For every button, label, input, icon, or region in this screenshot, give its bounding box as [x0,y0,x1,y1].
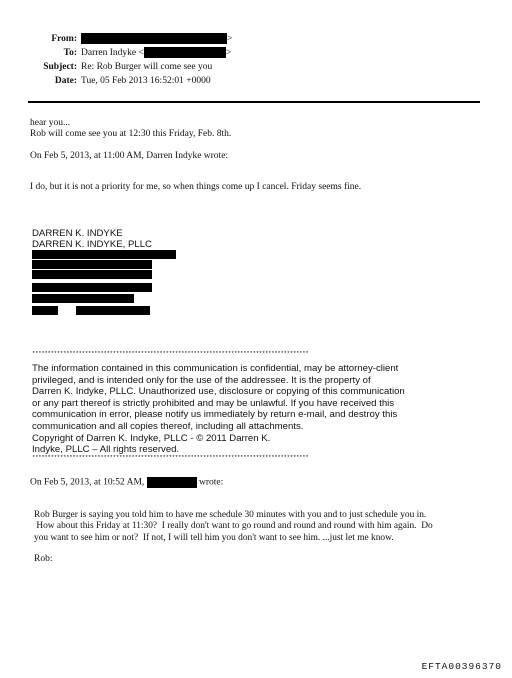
quote2-line: How about this Friday at 11:30? I really don't want to go round and round and round with him again. Do [34,521,433,532]
reply-line-2: Rob will come see you at 12:30 this Friday, Feb. 8th. [30,129,232,139]
quote2-line: you want to see him or not? If not, I will tell him you don't want to see him. ...just let me know. [34,532,394,543]
quote2-attribution-prefix: On Feb 5, 2013, at 10:52 AM, [30,477,145,488]
disclaimer-stars-bottom: ***************************************************************************************** [32,454,309,461]
document-id: EFTA00396370 [421,661,502,672]
quote1-attribution: On Feb 5, 2013, at 11:00 AM, Darren Indyke wrote: [30,151,229,161]
disclaimer-line: Copyright of Darren K. Indyke, PLLC - © 2011 Darren K. [32,432,271,444]
disclaimer-line: or any part thereof is strictly prohibited and may be unlawful. If you have received this [32,397,395,409]
quote1-text: I do, but it is not a priority for me, so when things come up I cancel. Friday seems fine. [30,182,362,192]
signature-name: DARREN K. INDYKE [32,228,123,239]
quote2-text [34,510,433,544]
disclaimer-line: communication in error, please notify us immediately by return e-mail, and destroy this [32,409,398,421]
redacted-signature-line-3 [32,270,152,279]
redacted-signature-line-1 [32,250,176,259]
from-row [0,32,512,46]
redacted-signature-line-5 [32,294,134,303]
quote2-signoff: Rob: [34,554,53,564]
redacted-sender-name [147,477,197,488]
to-label: To: [63,48,77,58]
disclaimer-line: privileged, and is intended only for the use of the addressee. It is the property of [32,374,371,386]
redacted-from-address [81,33,227,44]
disclaimer-line: The information contained in this communication is confidential, may be attorney-client [32,363,399,374]
quote2-attribution-suffix: wrote: [199,477,224,488]
subject-label: Subject: [43,62,77,72]
date-value: Tue, 05 Feb 2013 16:52:01 +0000 [81,76,211,86]
date-row [0,74,512,88]
to-suffix: > [225,48,232,58]
reply-text [30,118,231,140]
from-suffix: > [227,34,233,44]
disclaimer-line: Indyke, PLLC – All rights reserved. [32,444,180,456]
disclaimer-line: communication and all copies thereof, including all attachments. [32,420,304,432]
redacted-signature-line-6b [76,306,150,315]
email-header [0,32,512,88]
disclaimer-line: Darren K. Indyke, PLLC. Unauthorized use, disclosure or copying of this communication [32,386,405,398]
quote2-line: Rob Burger is saying you told him to have me schedule 30 minutes with you and to just schedule you in. [34,510,427,520]
redacted-signature-line-6a [32,306,58,315]
redacted-signature-line-4 [32,283,152,292]
signature-block [32,228,152,250]
from-label: From: [51,34,77,44]
to-row [0,46,512,60]
subject-row [0,60,512,74]
disclaimer-text [32,363,405,456]
quote2-attribution [30,477,223,489]
redacted-signature-line-2 [32,260,152,269]
header-divider [28,101,480,103]
reply-line-1: hear you... [30,118,71,128]
signature-firm: DARREN K. INDYKE, PLLC [32,239,152,250]
redacted-to-address [144,47,226,58]
disclaimer-stars-top: ***************************************************************************************** [32,350,309,357]
date-label: Date: [54,76,77,86]
to-value: Darren Indyke < [81,48,144,58]
subject-value: Re: Rob Burger will come see you [81,62,213,72]
